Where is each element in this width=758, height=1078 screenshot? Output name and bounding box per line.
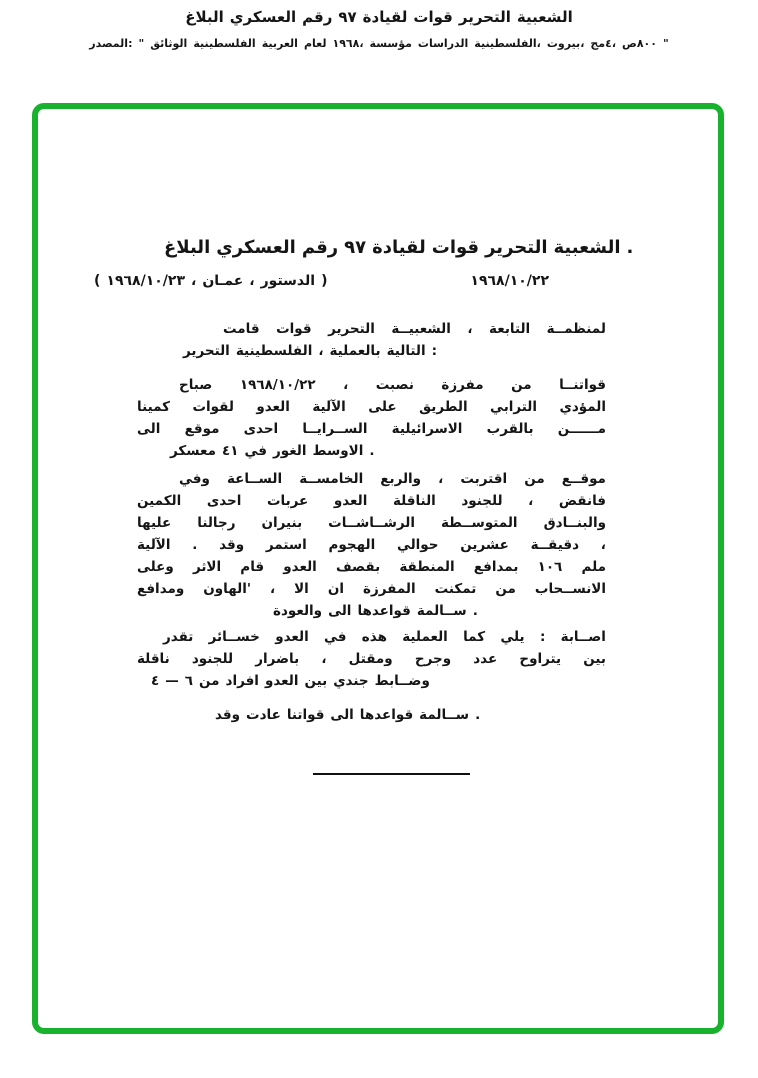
document-border: [32, 103, 724, 1034]
doc-source-ref: ( ١٩٦٨/١٠/٢٣ ، عمـان ، الدستور ): [94, 273, 328, 289]
body-line: معسكر ٤١ في الغور الاوسط .: [170, 443, 375, 459]
doc-body: [137, 321, 606, 729]
body-line: الآلية . وقد استمر الهجوم حوالي عشرين دقيقــة ،: [137, 537, 606, 553]
doc-date-row: [94, 273, 606, 299]
document-content: [94, 237, 634, 775]
page-header-source: المصدر: " الوثائق الفلسطينية العربية لعام ١٩٦٨، مؤسسة الدراسات الفلسطينية، بيروت، مج٤، ص٨٠٠ ": [89, 37, 669, 50]
body-line: وقد عادت قواتنا الى قواعدها ســالمة .: [215, 707, 481, 723]
paragraph-1: [183, 321, 606, 365]
divider-rule: [313, 773, 470, 775]
body-line: والعودة الى قواعدها ســالمة .: [273, 603, 478, 619]
page-header-title: البلاغ العسكري رقم ٩٧ لقيادة قوات التحرير الشعبية: [185, 8, 573, 26]
doc-title: البلاغ العسكري رقم ٩٧ لقيادة قوات التحرير الشعبية .: [164, 237, 634, 258]
body-line: ومدافع الهاون' ، الا ان المفرزة تمكنت من الانســحاب: [137, 581, 606, 597]
body-line: وفي الســاعة الخامســة والربع ، اقتربت من موقــع: [179, 471, 606, 487]
body-line: قامت قوات التحرير الشعبيــة ، التابعة لمنظمــة: [223, 321, 606, 337]
body-line: صباح ١٩٦٨/١٠/٢٢ ، نصبت مفرزة من قواتنــا: [179, 377, 606, 393]
body-line: الكمين احدى عربات العدو الناقلة للجنود ، فانقض: [137, 493, 606, 509]
doc-date: ١٩٦٨/١٠/٢٢: [470, 273, 549, 289]
body-line: عليها رجالنا بنيران الرشــاشــات المتوســطة والبنــادق: [137, 515, 606, 531]
body-line: تقدر خســائر العدو في هذه العملية كما يلي : اصــابة: [163, 629, 606, 645]
paragraph-3: [137, 471, 606, 625]
body-line: ٤ — ٦ من افراد العدو بين جندي وضــابط: [151, 673, 430, 689]
body-line: ناقلة للجنود باضرار ، ومقتل وجرح عدد يتراوح بين: [137, 651, 606, 667]
paragraph-5: [137, 707, 606, 729]
body-line: كمينا لقوات العدو الآلية على الطريق الترابي المؤدي: [137, 399, 606, 415]
paragraph-2: [137, 377, 606, 465]
body-line: وعلى الاثر قام العدو بقصف المنطقة بمدافع ١٠٦ ملم: [137, 559, 606, 575]
paragraph-4: [137, 629, 606, 695]
body-line: الى موقع احدى الســرايــا الاسرائيلية بالقرب مــــــن: [137, 421, 606, 437]
body-line: التحرير الفلسطينية ، بالعملية التالية :: [183, 343, 438, 359]
